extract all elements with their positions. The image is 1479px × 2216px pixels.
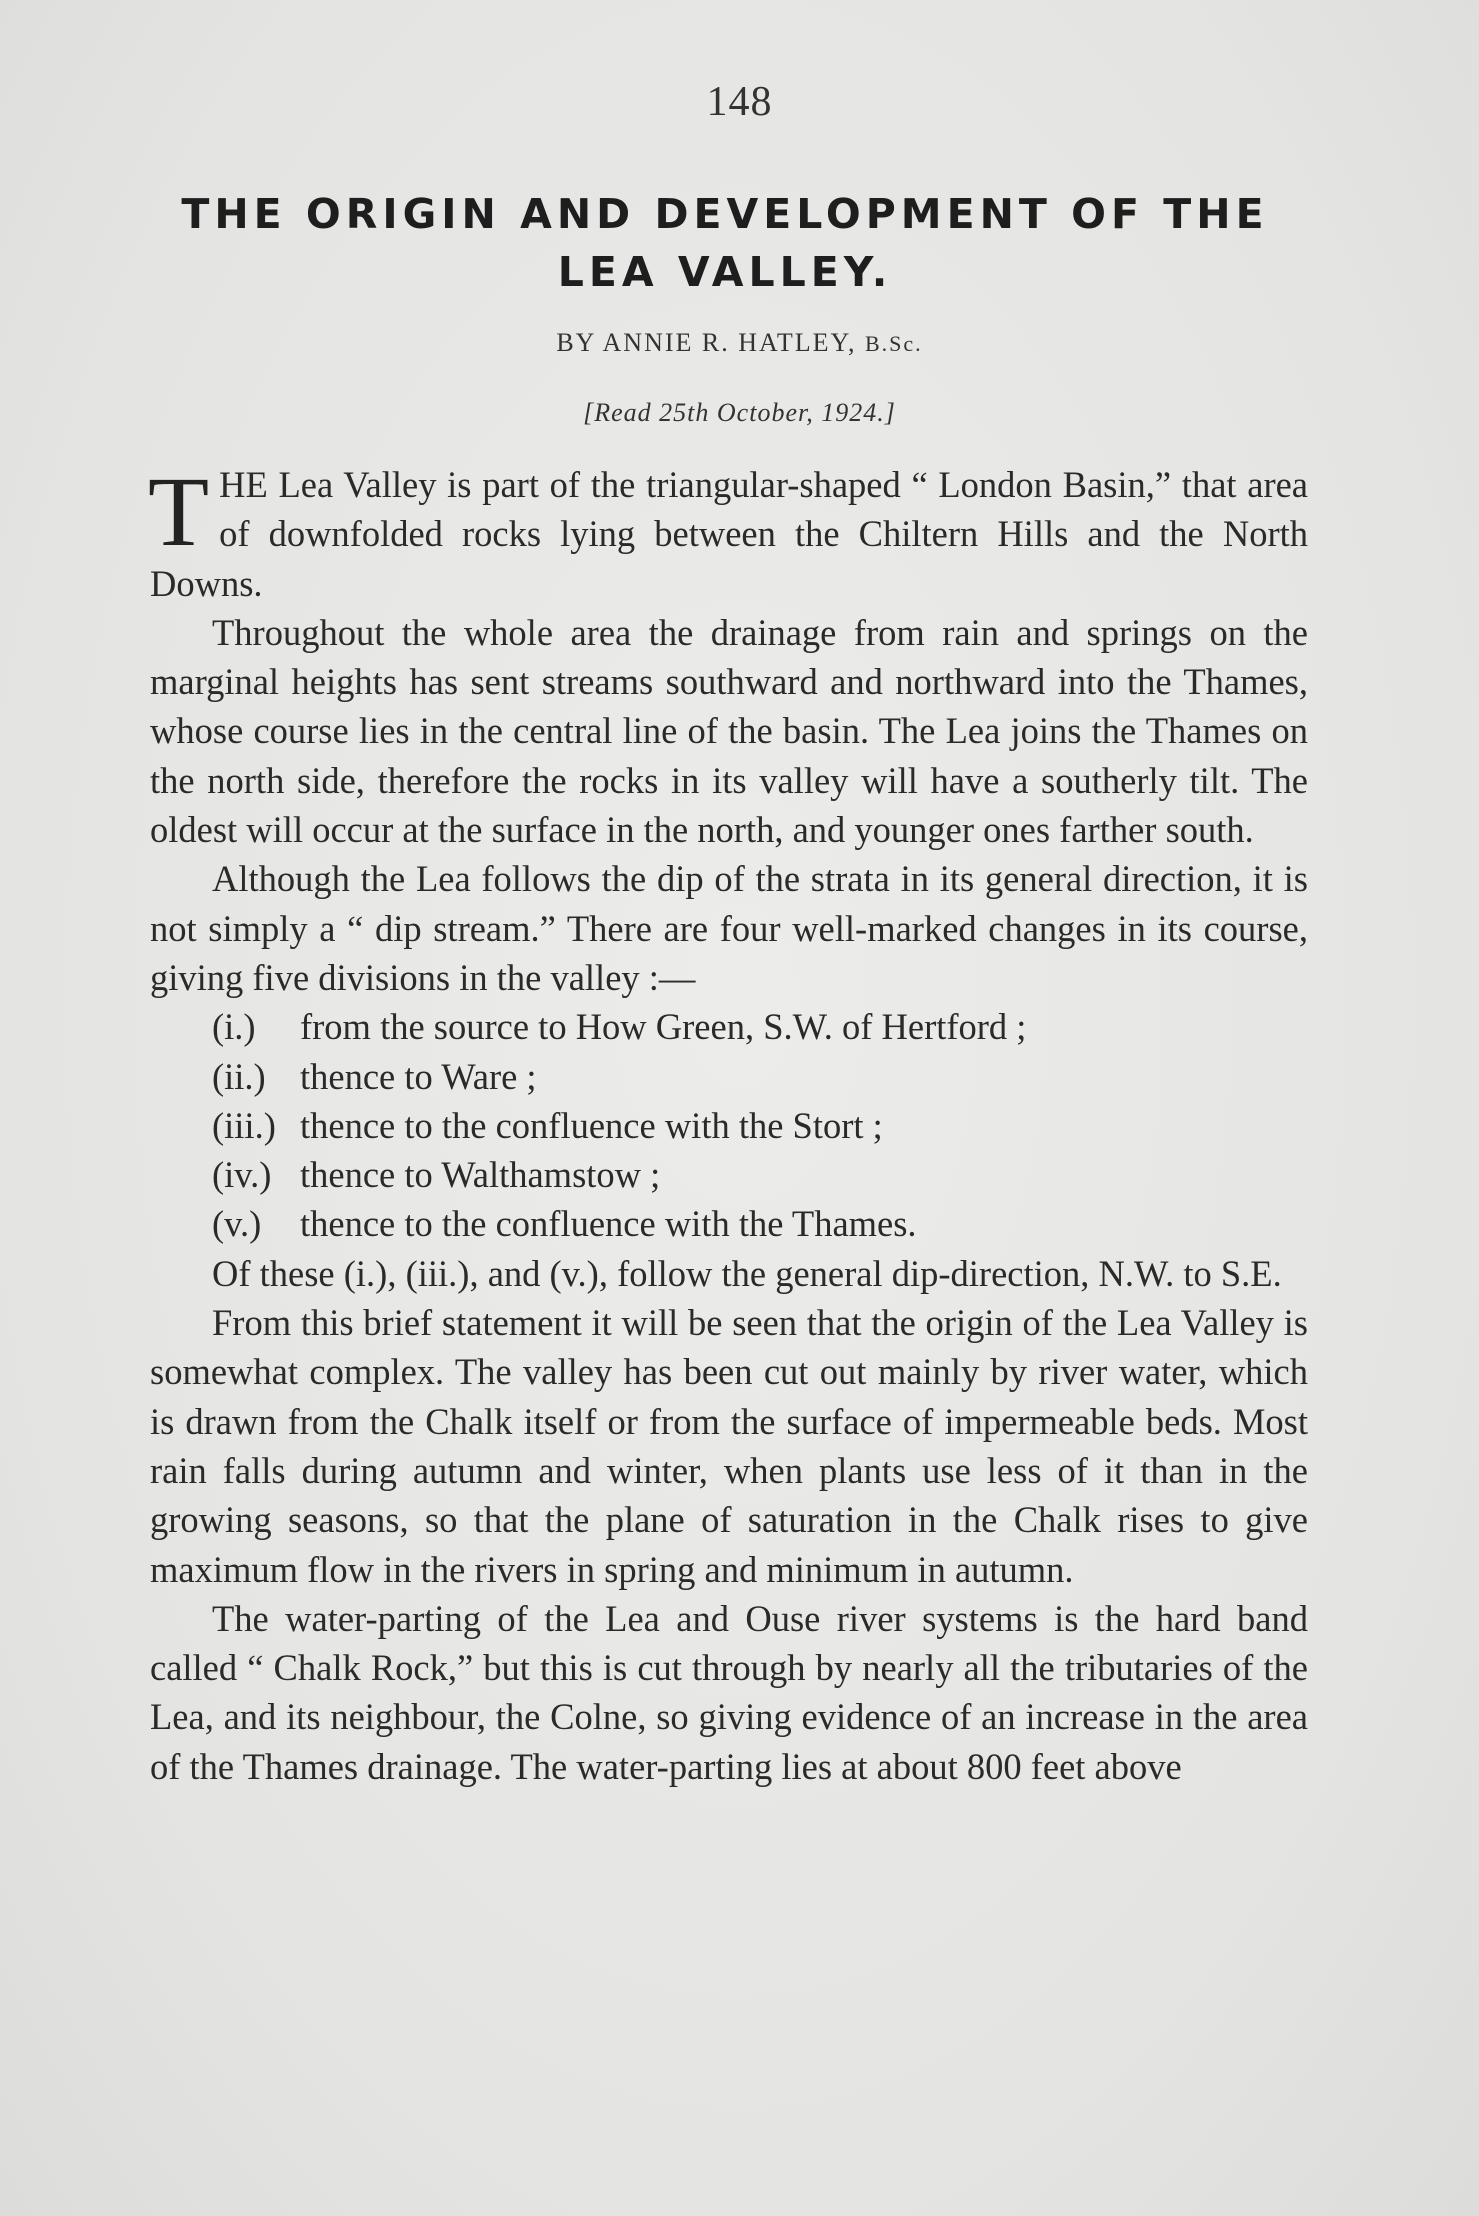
division-text: thence to Ware ; [300,1055,537,1097]
division-item-1 [150,1002,1308,1051]
paragraph-6: The water-parting of the Lea and Ouse river systems is the hard band called “ Chalk Rock,” but this is cut through by nearly all the tributaries of the Lea, and its neighbour, the Colne, so giving evidence of an increase in the area of the Thames drainage. The water-parting lies at about 800 feet above [150,1597,1308,1787]
division-item-5 [150,1199,1308,1248]
division-text: thence to the confluence with the Thames. [300,1203,917,1245]
paragraph-5: From this brief statement it will be seen that the origin of the Lea Valley is somewhat complex. The valley has been cut out mainly by river water, which is drawn from the Chalk itself or from the surface of impermeable beds. Most rain falls during autumn and winter, when plants use less of it than in the growing seasons, so that the plane of saturation in the Chalk rises to give maximum flow in the rivers in spring and minimum in autumn. [150,1302,1308,1590]
division-number: (iii.) [212,1104,276,1146]
article-title [150,185,1300,301]
division-item-2 [150,1052,1308,1101]
read-date-note: [Read 25th October, 1924.] [583,398,896,427]
drop-cap: T [148,456,210,567]
division-number: (i.) [212,1006,256,1048]
title-line-1: THE ORIGIN AND DEVELOPMENT OF THE [181,190,1269,238]
division-number: (v.) [212,1203,262,1245]
division-item-4 [150,1150,1308,1199]
division-text: thence to Walthamstow ; [300,1154,661,1196]
author-byline [0,328,1479,358]
byline-author: BY ANNIE R. HATLEY, [556,328,857,357]
division-number: (iv.) [212,1154,272,1196]
byline-degree: B.Sc. [864,331,923,356]
page-number: 148 [706,79,773,125]
paragraph-1 [148,456,1308,608]
division-text: thence to the confluence with the Stort ; [300,1104,883,1146]
division-text: from the source to How Green, S.W. of Hertford ; [300,1006,1027,1048]
division-number: (ii.) [212,1055,266,1097]
paragraph-3: Although the Lea follows the dip of the strata in its general direction, it is not simply a “ dip stream.” There are four well-marked changes in its course, giving five divisions in the valley :— [150,858,1308,998]
paragraph-2: Throughout the whole area the drainage from rain and springs on the marginal heights has sent streams southward and northward into the Thames, whose course lies in the central line of the basin. The Lea joins the Thames on the north side, therefore the rocks in its valley will have a southerly tilt. The oldest will occur at the surface in the north, and younger ones farther south. [150,611,1308,851]
article-body [148,456,1308,1791]
paragraph-4: Of these (i.), (iii.), and (v.), follow the general dip-direction, N.W. to S.E. [212,1252,1282,1294]
division-item-3 [150,1101,1308,1150]
title-line-2: LEA VALLEY. [557,248,893,296]
paragraph-1-text: HE Lea Valley is part of the triangular-shaped “ London Basin,” that area of downfolded rocks lying between the Chiltern Hills and the North Downs. [150,464,1308,604]
